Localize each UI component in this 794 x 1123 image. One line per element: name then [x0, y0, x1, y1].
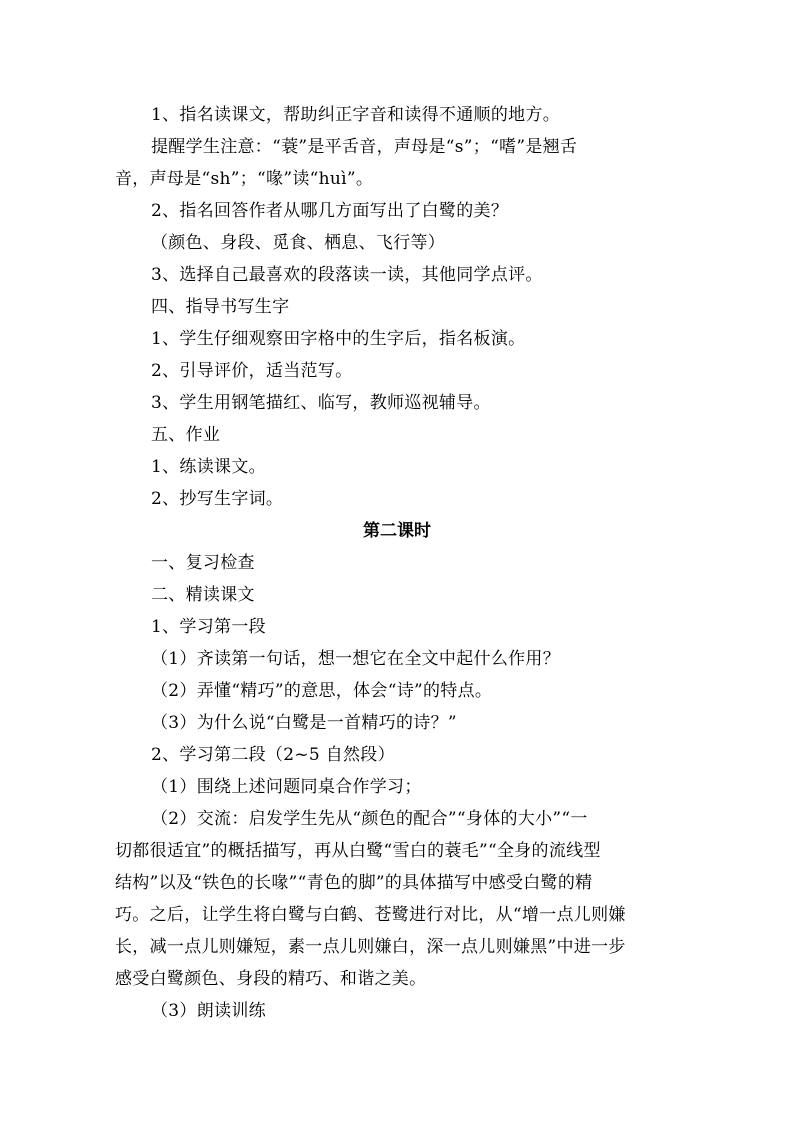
text-line: （2）交流：启发学生先从“颜色的配合”“身体的大小”“一: [151, 809, 588, 829]
section-heading: 二、精读课文: [151, 585, 255, 605]
text-line: 2、学习第二段（2~5 自然段）: [151, 745, 395, 765]
section-heading: 四、指导书写生字: [151, 297, 290, 317]
text-line: 1、练读课文。: [151, 457, 266, 477]
text-line: 3、学生用钢笔描红、临写，教师巡视辅导。: [151, 393, 491, 413]
text-line: 感受白鹭颜色、身段的精巧、和谐之美。: [115, 969, 427, 989]
lesson-title: 第二课时: [363, 521, 431, 541]
text-line: 1、指名读课文，帮助纠正字音和读得不通顺的地方。: [151, 105, 561, 125]
text-line: 1、学生仔细观察田字格中的生字后，指名板演。: [151, 329, 526, 349]
text-line: 2、引导评价，适当范写。: [151, 361, 353, 381]
text-line: （颜色、身段、觅食、栖息、飞行等）: [151, 233, 446, 253]
text-line: （1）围绕上述问题同桌合作学习；: [151, 777, 422, 797]
text-line: 结构”以及“铁色的长喙”“青色的脚”的具体描写中感受白鹭的精: [115, 873, 593, 893]
text-line: 长，减一点儿则嫌短，素一点儿则嫌白，深一点儿则嫌黑”中进一步: [115, 937, 626, 957]
text-line: （1）齐读第一句话，想一想它在全文中起什么作用？: [151, 649, 561, 669]
text-line: （3）朗读训练: [151, 1001, 266, 1021]
text-line: 2、抄写生字词。: [151, 489, 284, 509]
text-line: （2）弄懂“精巧”的意思，体会“诗”的特点。: [151, 681, 493, 701]
text-line: 提醒学生注意：“蓑”是平舌音，声母是“s”；“嗜”是翘舌: [151, 137, 578, 157]
text-line: （3）为什么说“白鹭是一首精巧的诗？”: [151, 713, 457, 733]
text-line: 1、学习第一段: [151, 617, 266, 637]
text-line: 2、指名回答作者从哪几方面写出了白鹭的美？: [151, 201, 509, 221]
section-heading: 一、复习检查: [151, 553, 255, 573]
text-line: 切都很适宜”的概括描写，再从白鹭“雪白的蓑毛”“全身的流线型: [115, 841, 601, 861]
section-heading: 五、作业: [151, 425, 221, 445]
text-line: 巧。之后，让学生将白鹭与白鹤、苍鹭进行对比，从“增一点儿则嫌: [115, 905, 626, 925]
text-line: 音，声母是“sh”；“喙”读“huì”。: [115, 169, 374, 189]
text-line: 3、选择自己最喜欢的段落读一读，其他同学点评。: [151, 265, 543, 285]
